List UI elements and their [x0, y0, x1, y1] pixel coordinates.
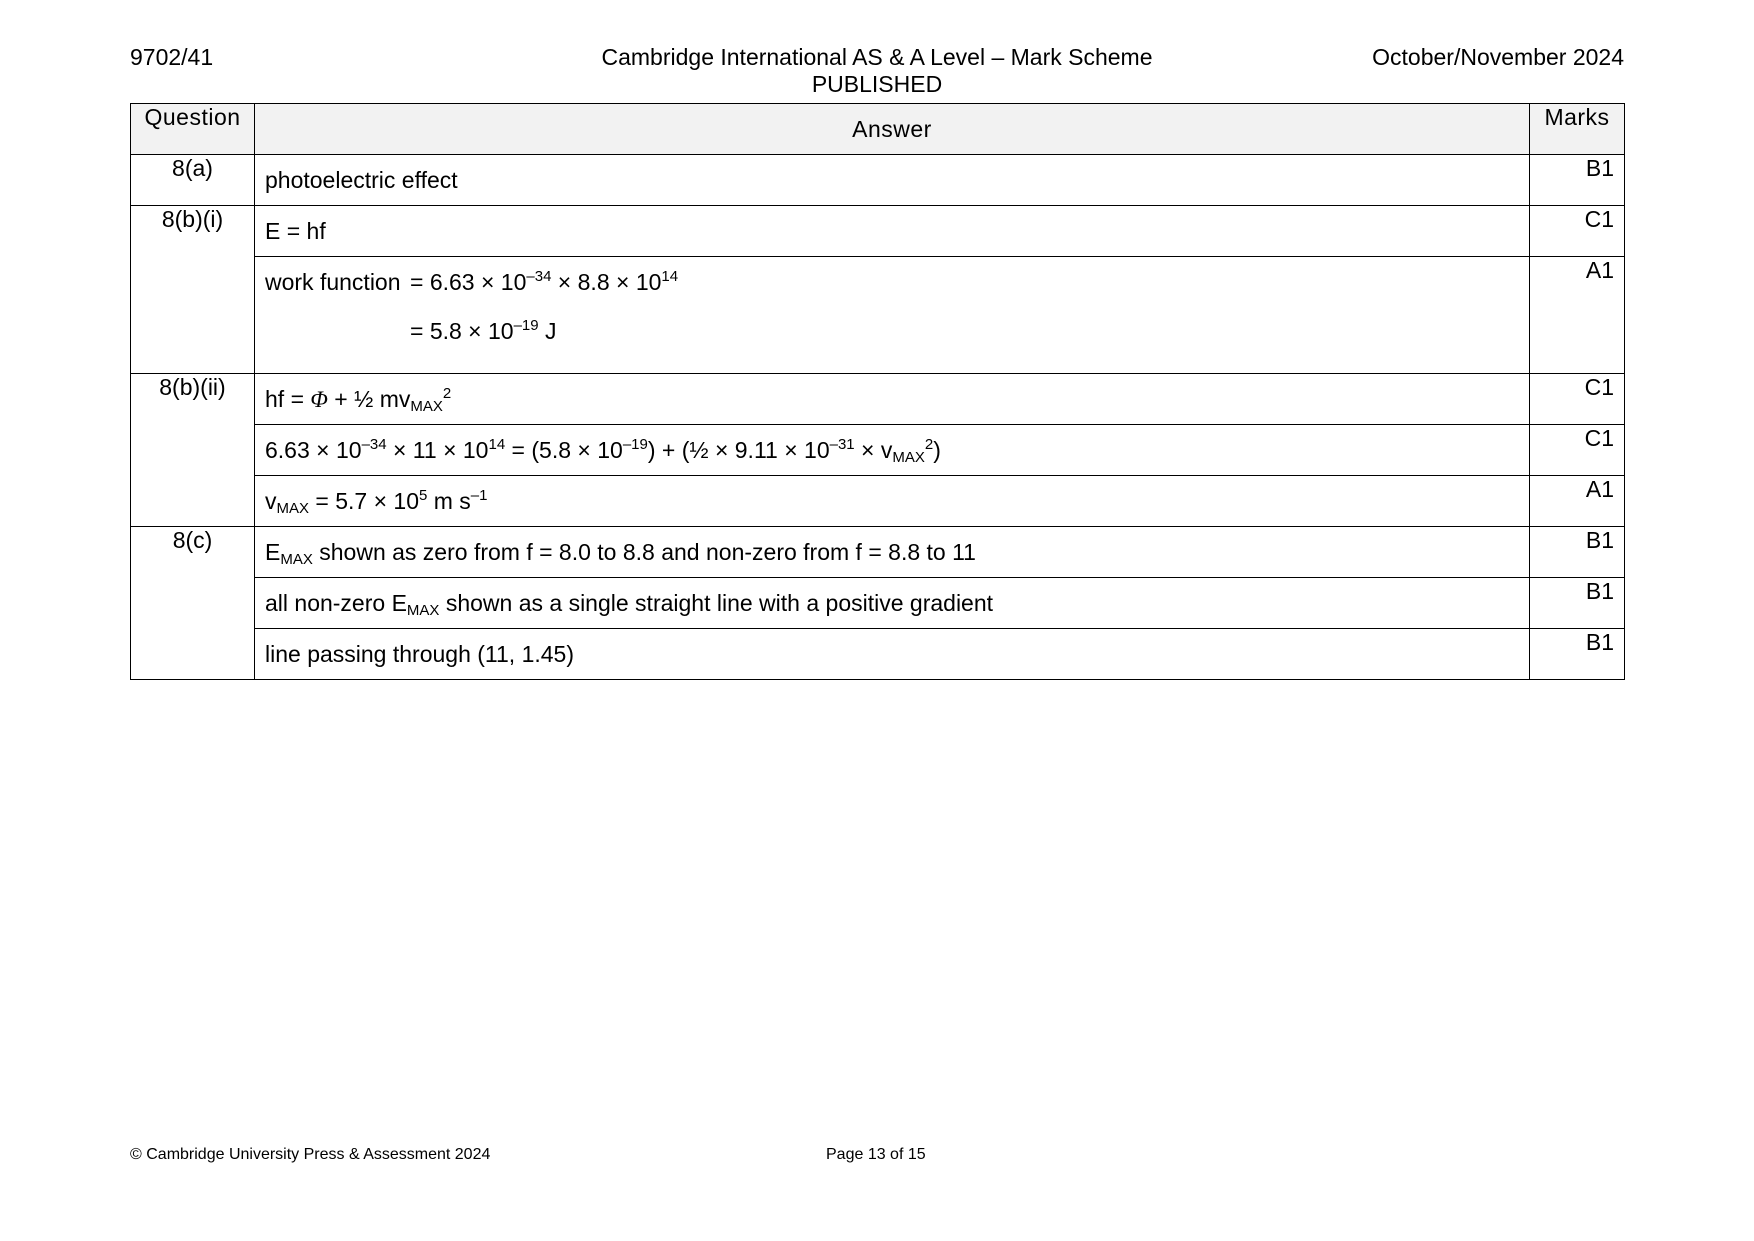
mark-cell: B1: [1530, 527, 1625, 578]
answer-cell: all non-zero $E_{MAX}$ shown as a single straight line with a positive gradient: [255, 578, 1530, 629]
copyright-notice: © Cambridge University Press & Assessment 2024: [130, 1146, 491, 1163]
question-column-header: Question: [131, 104, 255, 155]
answer-cell: line passing through (11, 1.45): [255, 629, 1530, 680]
formula: = $6.63 \times 10^{-34} \times 8.8 \times 10^{14}$: [410, 268, 679, 295]
published-label: PUBLISHED: [811, 71, 943, 97]
answer-cell: E = hf: [255, 206, 1530, 257]
mark-cell: A1: [1530, 257, 1625, 374]
question-number: 8(b)(ii): [131, 374, 255, 527]
question-number: 8(b)(i): [131, 206, 255, 374]
page-number: Page 13 of 15: [826, 1146, 926, 1163]
mark-cell: C1: [1530, 206, 1625, 257]
table-header-row: [131, 104, 1625, 155]
table-row: [131, 374, 1625, 425]
question-number: 8(a): [131, 155, 255, 206]
table-row: [131, 257, 1625, 374]
answer-cell: $6.63 \times 10^{-34} \times 11 \times 10^{14} = (5.8 \times 10^{-19})$ + (½ × $9.11 \times 10^{-31} \times v_{MAX}^2$): [255, 425, 1530, 476]
mark-scheme-table: [130, 103, 1625, 680]
work-function-line-1: [265, 269, 1519, 296]
exam-session: October/November 2024: [1372, 44, 1624, 70]
table-row: [131, 527, 1625, 578]
table-row: [131, 425, 1625, 476]
mark-cell: B1: [1530, 629, 1625, 680]
table-row: [131, 155, 1625, 206]
question-number: 8(c): [131, 527, 255, 680]
document-title: Cambridge International AS & A Level – Mark Scheme: [601, 44, 1153, 70]
mark-cell: A1: [1530, 476, 1625, 527]
work-function-line-2: = $5.8 \times 10^{-19}$ J: [410, 317, 557, 344]
work-function-label: work function: [265, 269, 401, 295]
marks-column-header: Marks: [1530, 104, 1625, 155]
paper-code: 9702/41: [130, 44, 214, 70]
answer-cell: photoelectric effect: [255, 155, 1530, 206]
answer-cell: $E_{MAX}$ shown as zero from f = 8.0 to 8.8 and non-zero from f = 8.8 to 11: [255, 527, 1530, 578]
answer-cell: $v_{MAX} = 5.7 \times 10^5$ m $s^{-1}$: [255, 476, 1530, 527]
table-row: [131, 578, 1625, 629]
mark-cell: C1: [1530, 374, 1625, 425]
table-row: [131, 629, 1625, 680]
mark-cell: C1: [1530, 425, 1625, 476]
mark-cell: B1: [1530, 578, 1625, 629]
answer-column-header: Answer: [255, 104, 1530, 155]
table-row: [131, 206, 1625, 257]
answer-cell: [255, 257, 1530, 374]
answer-cell: hf = Φ + ½ $mv_{MAX}^2$: [255, 374, 1530, 425]
table-row: [131, 476, 1625, 527]
mark-cell: B1: [1530, 155, 1625, 206]
